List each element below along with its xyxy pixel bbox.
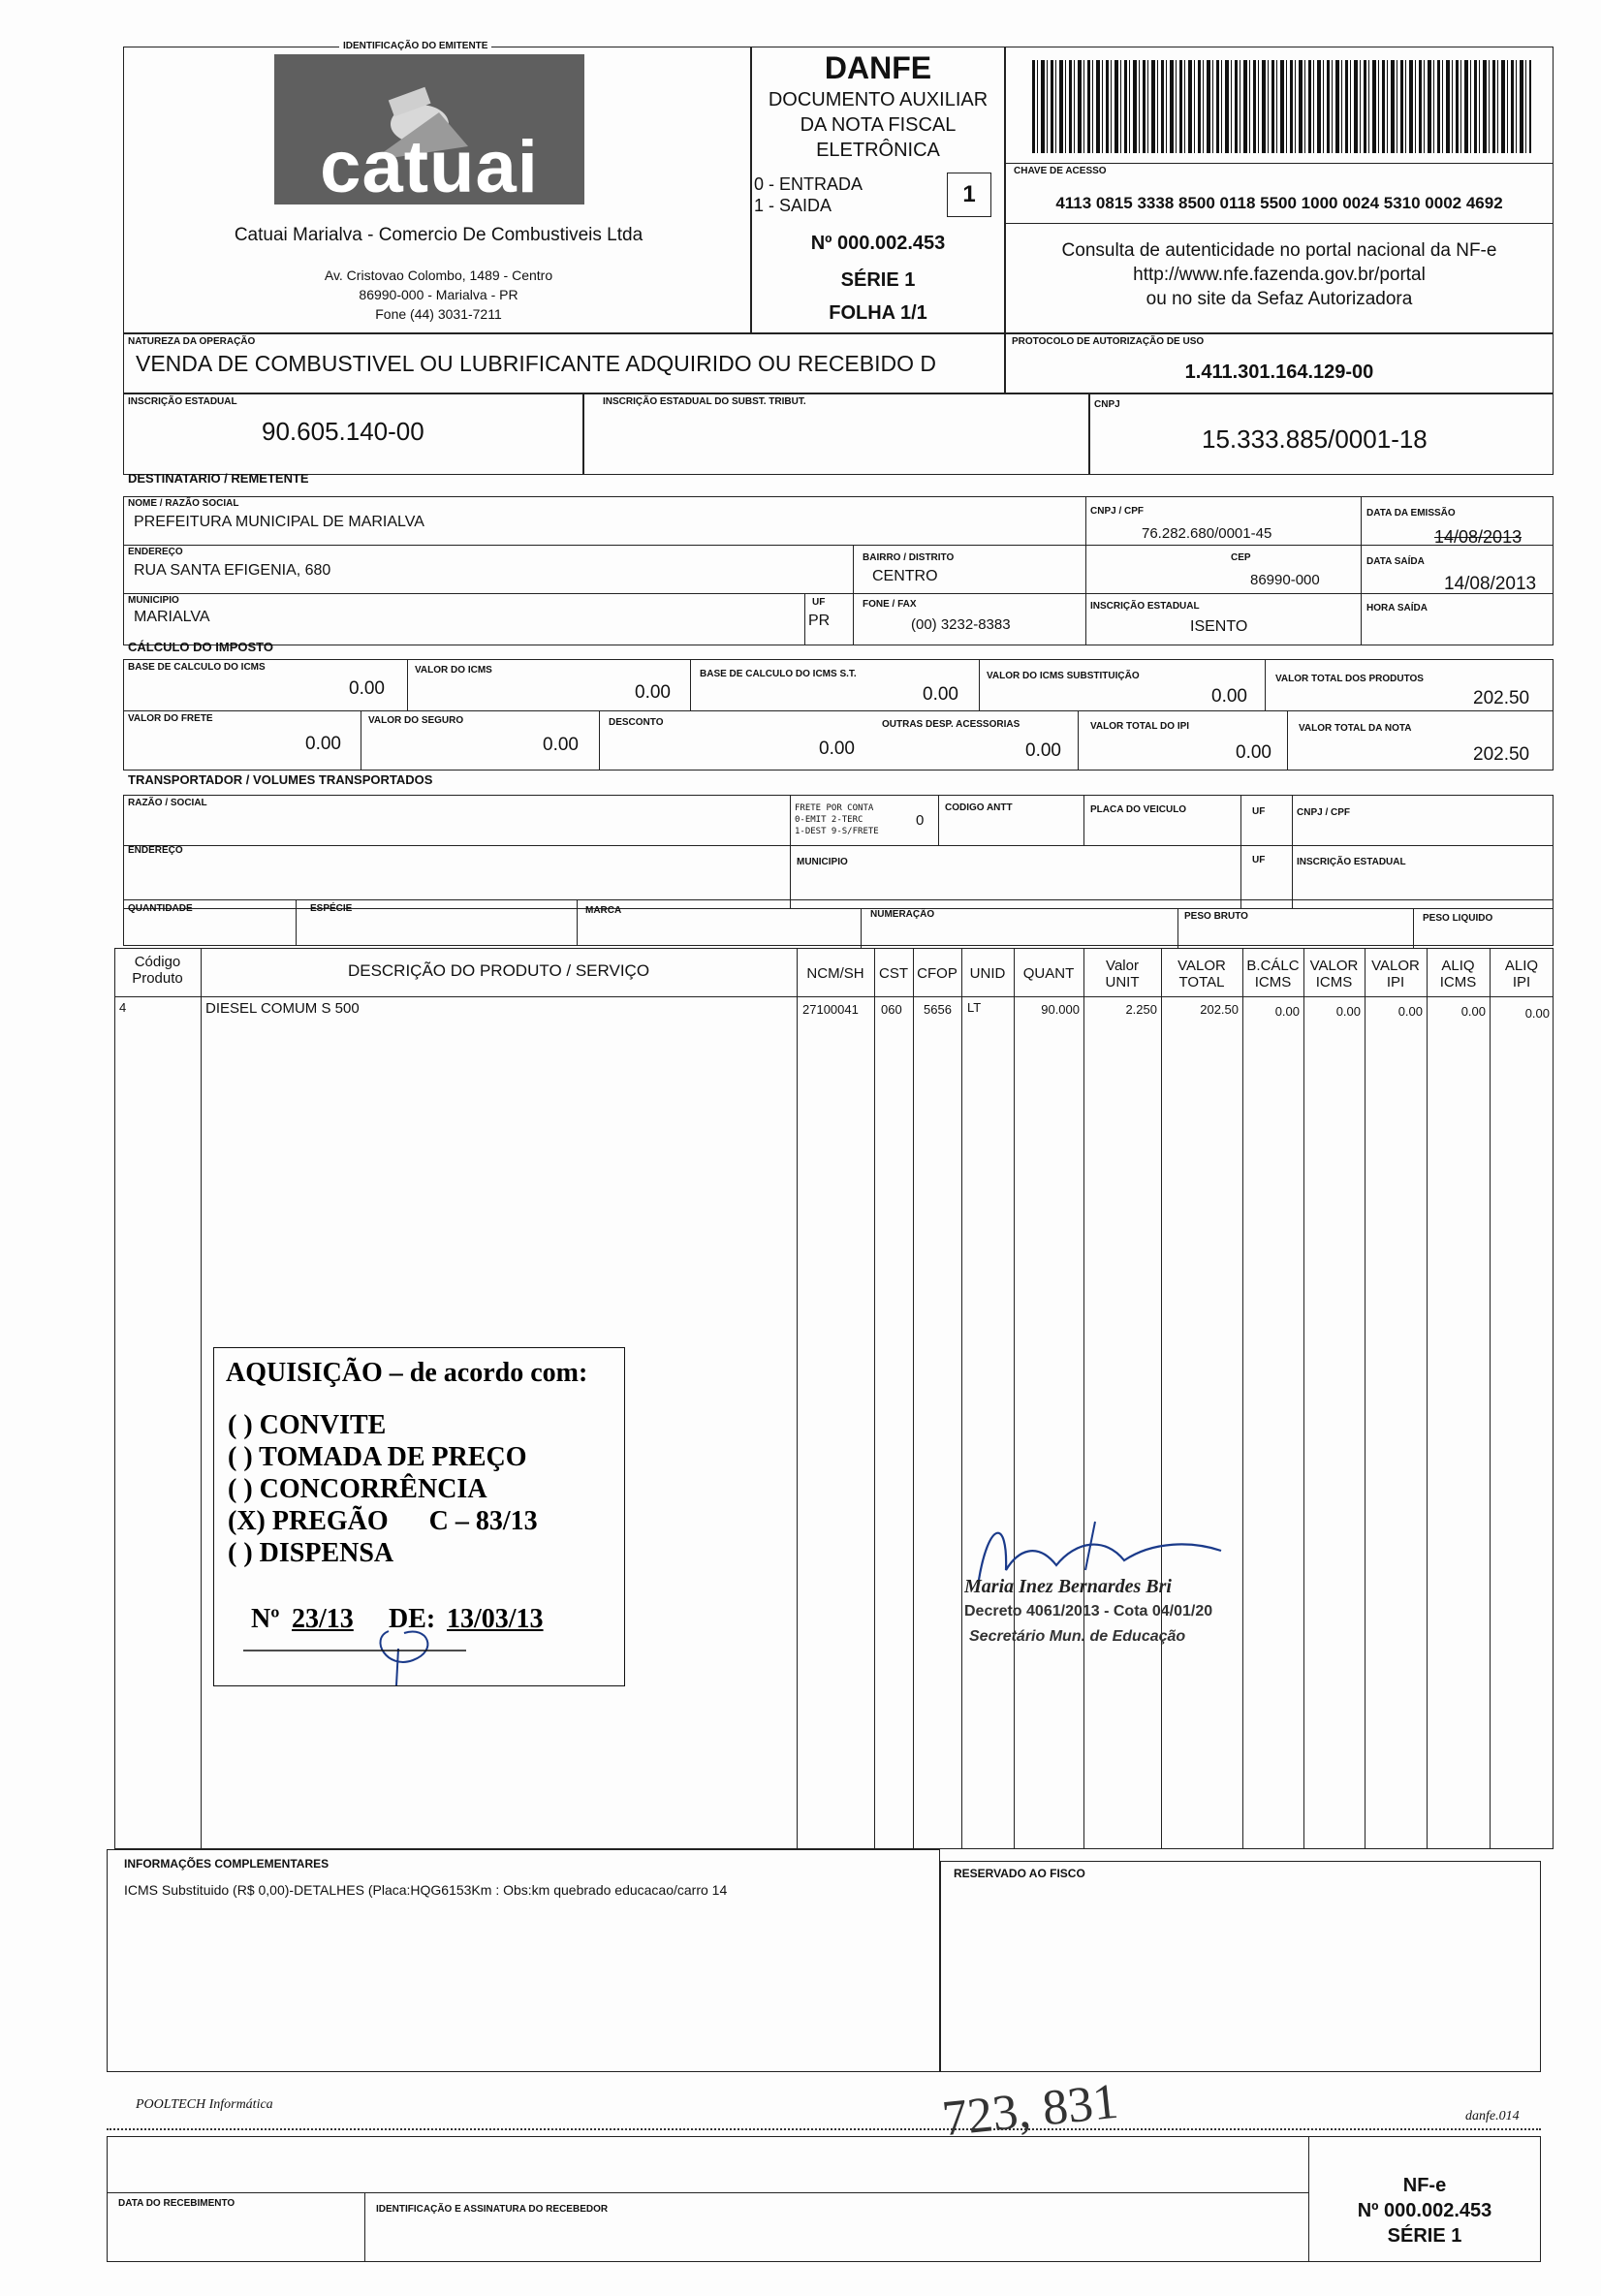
cell-vicms: 0.00 [1335,1004,1361,1019]
recipient-address: RUA SANTA EFIGENIA, 680 [134,562,331,579]
emission-label: DATA DA EMISSÃO [1366,508,1456,519]
cell-quant: 90.000 [1041,1002,1080,1017]
stamp-line-3: ( ) CONCORRÊNCIA [228,1474,487,1504]
stamp-number: 23/13 [292,1604,354,1634]
cell-ncm: 27100041 [802,1002,859,1017]
col-aipi: ALIQ IPI [1504,958,1539,991]
cell-bcicms: 0.00 [1274,1004,1300,1019]
carrier-cnpj-label: CNPJ / CPF [1297,807,1351,818]
uf-value: PR [808,613,831,629]
issuer-name: Catuai Marialva - Comercio De Combustiveis Ltda [234,225,644,245]
cell-aipi: 0.00 [1524,1006,1550,1021]
exit-label: DATA SAÍDA [1366,556,1425,567]
access-key-label: CHAVE DE ACESSO [1014,166,1107,176]
cell-code: 4 [119,1000,127,1015]
recipient-cnpj-label: CNPJ / CPF [1090,506,1145,517]
cnpj-label: CNPJ [1094,399,1120,410]
carrier-address-label: ENDEREÇO [128,845,183,856]
cell-vtotal: 202.50 [1200,1002,1239,1017]
freight-value: 0.00 [305,734,341,754]
type-value: 1 [962,181,976,207]
barcode [1032,60,1531,153]
freight-mode-l3: 1-DEST 9-S/FRETE [795,827,879,836]
stamp-number-label: Nº [251,1604,280,1634]
icms-value: 0.00 [635,682,671,703]
nature-label: NATUREZA DA OPERAÇÃO [128,336,256,347]
danfe-title: DANFE [824,50,932,85]
entrada-option: 0 - ENTRADA [754,174,863,194]
initials-scribble-icon [214,1610,621,1687]
recipient-name: PREFEITURA MUNICIPAL DE MARIALVA [134,514,424,530]
carrier-uf-label: UF [1252,855,1266,865]
danfe-subtitle-2: DA NOTA FISCAL [800,114,957,136]
plate-label: PLACA DO VEICULO [1090,804,1187,815]
stamp-line-1: ( ) CONVITE [228,1410,387,1440]
brand-label: MARCA [585,905,622,916]
ipi-label: VALOR TOTAL DO IPI [1090,721,1190,732]
qty-label: QUANTIDADE [128,903,193,914]
icms-label: VALOR DO ICMS [415,665,492,676]
antt-label: CODIGO ANTT [945,802,1013,813]
col-vipi: VALOR IPI [1371,958,1420,991]
cell-desc: DIESEL COMUM S 500 [205,1000,360,1017]
carrier-ie-label: INSCRIÇÃO ESTADUAL [1297,857,1406,867]
numbering-label: NUMERAÇÃO [870,909,935,920]
recipient-cnpj: 76.282.680/0001-45 [1142,525,1272,542]
cell-aicms: 0.00 [1460,1004,1486,1019]
handwritten-number: 723, 831 [939,2073,1121,2148]
cnpj-value: 15.333.885/0001-18 [1202,425,1428,454]
stamp-date: 13/03/13 [447,1604,544,1634]
city-label: MUNICIPIO [128,595,179,606]
phone-value: (00) 3232-8383 [911,616,1011,633]
danfe-subtitle-1: DOCUMENTO AUXILIAR [768,89,989,110]
stamp-line-2: ( ) TOMADA DE PREÇO [228,1442,527,1472]
signature-decree: Decreto 4061/2013 - Cota 04/01/20 [964,1603,1213,1620]
discount-value: 0.00 [819,739,855,759]
base-icms-value: 0.00 [349,678,385,699]
cell-cfop: 5656 [924,1002,952,1017]
danfe-serie: SÉRIE 1 [840,269,916,291]
signature-name: Maria Inez Bernardes Bri [964,1576,1172,1597]
transport-uf-label: UF [1252,806,1266,817]
protocol-value: 1.411.301.164.129-00 [1184,362,1374,383]
time-label: HORA SAÍDA [1366,603,1428,613]
access-key: 4113 0815 3338 8500 0118 5500 1000 0024 5310 0002 4692 [1055,194,1503,212]
ie-value: 90.605.140-00 [262,417,424,446]
products-label: VALOR TOTAL DOS PRODUTOS [1275,674,1424,684]
recipient-ie-label: INSCRIÇÃO ESTADUAL [1090,601,1200,612]
additional-info-text: ICMS Substituido (R$ 0,00)-DETALHES (Placa:HQG6153Km : Obs:km quebrado educacao/carro 14 [124,1882,728,1898]
freight-mode-l1: FRETE POR CONTA [795,803,874,813]
recipient-section: DESTINATARIO / REMETENTE [128,471,309,486]
danfe-folha: FOLHA 1/1 [829,302,927,324]
recipient-name-label: NOME / RAZÃO SOCIAL [128,498,239,509]
consult-line-2: http://www.nfe.fazenda.gov.br/portal [1133,265,1426,285]
carrier-name-label: RAZÃO / SOCIAL [128,798,207,808]
col-code: Código Produto [132,954,183,987]
cep-label: CEP [1231,552,1251,563]
insurance-label: VALOR DO SEGURO [368,715,464,726]
cut-line [107,2128,1541,2130]
col-bcicms: B.CÁLC ICMS [1246,958,1300,991]
transport-section: TRANSPORTADOR / VOLUMES TRANSPORTADOS [128,772,433,787]
district-label: BAIRRO / DISTRITO [863,552,955,563]
cep-value: 86990-000 [1250,572,1320,588]
acquisition-stamp [213,1347,625,1686]
col-unid: UNID [969,965,1006,982]
stamp-title: AQUISIÇÃO – de acordo com: [226,1358,588,1388]
receipt-sign-label: IDENTIFICAÇÃO E ASSINATURA DO RECEBEDOR [376,2204,609,2215]
freight-label: VALOR DO FRETE [128,713,213,724]
receipt-date-label: DATA DO RECEBIMENTO [118,2198,235,2209]
products-value: 202.50 [1473,688,1530,708]
other-label: OUTRAS DESP. ACESSORIAS [882,719,1020,730]
base-st-value: 0.00 [923,684,958,705]
fisco-box [940,1861,1541,2072]
saida-option: 1 - SAIDA [754,196,832,215]
total-label: VALOR TOTAL DA NOTA [1299,723,1412,734]
base-st-label: BASE DE CALCULO DO ICMS S.T. [700,669,857,679]
carrier-city-label: MUNICIPIO [797,857,848,867]
issuer-phone: Fone (44) 3031-7211 [375,306,502,322]
col-cfop: CFOP [917,965,957,982]
danfe-subtitle-3: ELETRÔNICA [816,140,940,161]
issuer-city: 86990-000 - Marialva - PR [359,287,518,302]
icms-st-label: VALOR DO ICMS SUBSTITUIÇÃO [987,671,1140,681]
nature-value: VENDA DE COMBUSTIVEL OU LUBRIFICANTE ADQUIRIDO OU RECEBIDO D [136,351,937,376]
stamp-date-label: DE: [389,1604,436,1634]
fisco-label: RESERVADO AO FISCO [954,1867,1085,1880]
software-credit: POOLTECH Informática [136,2097,273,2112]
recipient-address-label: ENDEREÇO [128,547,183,557]
col-quant: QUANT [1022,965,1075,982]
base-icms-label: BASE DE CALCULO DO ICMS [128,662,266,673]
issuer-logo [274,54,584,208]
net-weight-label: PESO LIQUIDO [1423,913,1493,924]
logo-text: catuai [320,126,539,208]
emission-date: 14/08/2013 [1434,527,1523,547]
city-value: MARIALVA [134,609,210,625]
nfe-stub-number: Nº 000.002.453 [1357,2200,1492,2221]
cell-cst: 060 [881,1002,902,1017]
stamp-line-5: ( ) DISPENSA [228,1538,394,1568]
cell-vunit: 2.250 [1125,1002,1157,1017]
insurance-value: 0.00 [543,735,579,755]
col-vunit: Valor UNIT [1105,958,1140,991]
icms-st-value: 0.00 [1211,686,1247,707]
additional-info-label: INFORMAÇÕES COMPLEMENTARES [124,1857,330,1871]
ie-st-label: INSCRIÇÃO ESTADUAL DO SUBST. TRIBUT. [603,396,806,407]
danfe-number: Nº 000.002.453 [810,233,946,254]
issuer-address: Av. Cristovao Colombo, 1489 - Centro [324,267,553,283]
cell-unid: LT [967,1000,982,1015]
freight-mode-l2: 0-EMIT 2-TERC [795,815,863,825]
tax-section: CÁLCULO DO IMPOSTO [128,640,273,654]
species-label: ESPÉCIE [310,903,353,914]
stamp-line-4: (X) PREGÃO C – 83/13 [228,1506,538,1536]
recipient-ie: ISENTO [1190,618,1248,635]
freight-mode-value: 0 [916,812,925,829]
col-ncm: NCM/SH [806,965,864,982]
district-value: CENTRO [872,568,938,584]
issuer-section-label: IDENTIFICAÇÃO DO EMITENTE [339,41,491,51]
col-vtotal: VALOR TOTAL [1177,958,1226,991]
protocol-label: PROTOCOLO DE AUTORIZAÇÃO DE USO [1012,336,1205,347]
col-cst: CST [879,965,908,982]
gross-weight-label: PESO BRUTO [1184,911,1248,922]
consult-line-1: Consulta de autenticidade no portal nacional da NF-e [1061,240,1497,261]
cell-vipi: 0.00 [1397,1004,1423,1019]
signature-role: Secretário Mun. de Educação [969,1628,1186,1645]
ie-label: INSCRIÇÃO ESTADUAL [128,396,237,407]
danfe-ref: danfe.014 [1465,2109,1520,2123]
discount-label: DESCONTO [609,717,664,728]
ipi-value: 0.00 [1236,742,1271,763]
phone-label: FONE / FAX [863,599,917,610]
total-value: 202.50 [1473,744,1530,765]
nfe-stub-serie: SÉRIE 1 [1387,2225,1462,2247]
col-vicms: VALOR ICMS [1309,958,1359,991]
other-value: 0.00 [1025,740,1061,761]
col-aicms: ALIQ ICMS [1439,958,1477,991]
col-desc: DESCRIÇÃO DO PRODUTO / SERVIÇO [347,961,650,980]
exit-date: 14/08/2013 [1444,574,1537,594]
uf-label: UF [812,597,826,608]
consult-line-3: ou no site da Sefaz Autorizadora [1146,289,1413,309]
nfe-stub-title: NF-e [1402,2175,1447,2196]
